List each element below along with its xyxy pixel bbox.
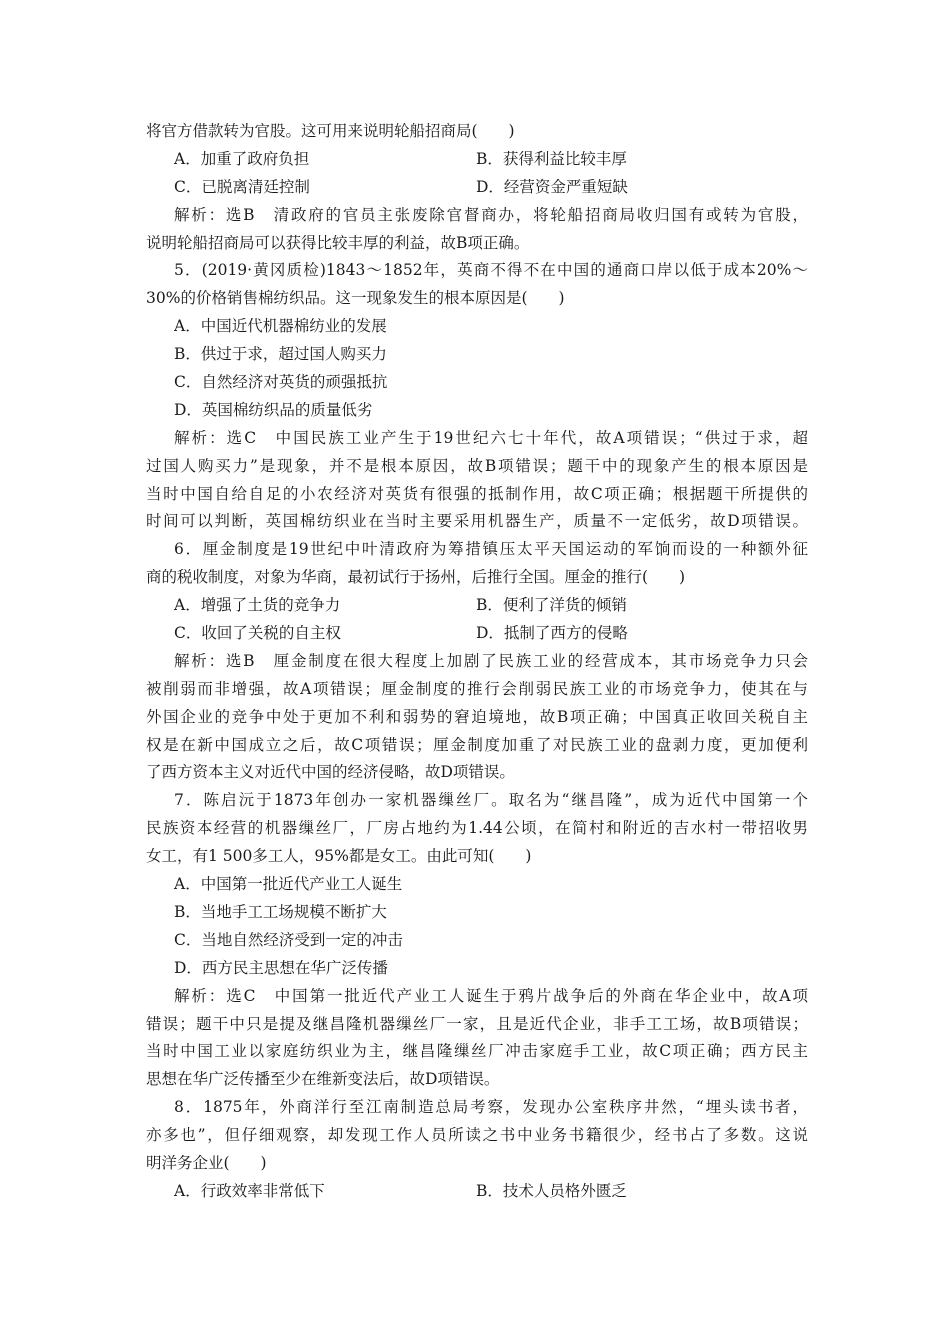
question-7-stem-line: 7．陈启沅于1873年创办一家机器缫丝厂。取名为“继昌隆”，成为近代中国第一个: [174, 791, 808, 810]
question-7-stem-line: 女工，有1 500多工人，95%都是女工。由此可知( ): [146, 847, 532, 866]
question-8-option-a: A．行政效率非常低下: [174, 1181, 325, 1200]
question-6-stem-line: 商的税收制度，对象为华商，最初试行于扬州，后推行全国。厘金的推行( ): [146, 568, 686, 587]
question-8-stem-line: 8．1875年，外商洋行至江南制造总局考察，发现办公室秩序井然，“埋头读书者，: [174, 1098, 808, 1117]
question-7-option-d: D．西方民主思想在华广泛传播: [174, 958, 388, 977]
question-5-analysis-line: 解析：选C 中国民族工业产生于19世纪六七十年代，故A项错误；“供过于求，超: [174, 428, 808, 447]
question-7-analysis-line: 错误；题干中只是提及继昌隆机器缫丝厂一家，且是近代企业，非手工工场，故B项错误；: [146, 1014, 808, 1033]
question-4-option-c: C．已脱离清廷控制: [174, 177, 310, 196]
question-8-stem-line: 明洋务企业( ): [146, 1153, 267, 1172]
question-6-options-ab: [146, 592, 808, 620]
question-6-analysis-line: 外国企业的竞争中处于更加不利和弱势的窘迫境地，故B项正确；中国真正收回关税自主: [146, 707, 808, 726]
question-6-options-cd: [146, 620, 808, 648]
question-7-stem-line: 民族资本经营的机器缫丝厂，厂房占地约为1.44公顷，在简村和附近的吉水村一带招收男: [146, 819, 808, 838]
question-5-analysis-line: 当时中国自给自足的小农经济对英货有很强的抵制作用，故C项正确；根据题干所提供的: [146, 484, 808, 503]
question-6-stem-line: 6．厘金制度是19世纪中叶清政府为筹措镇压太平天国运动的军饷而设的一种额外征: [174, 540, 808, 559]
question-5-stem-line: 5．(2019·黄冈质检)1843～1852年，英商不得不在中国的通商口岸以低于成本20%～: [174, 261, 808, 280]
question-5-analysis-line: 过国人购买力”是现象，并不是根本原因，故B项错误；题干中的现象产生的根本原因是: [146, 456, 808, 475]
question-5-option-b: B．供过于求，超过国人购买力: [174, 345, 387, 364]
question-6-analysis-line: 了西方资本主义对近代中国的经济侵略，故D项错误。: [146, 763, 515, 782]
question-6-option-b: B．便利了洋货的倾销: [476, 596, 627, 615]
question-6-option-a: A．增强了土货的竞争力: [174, 596, 341, 615]
question-4-option-a: A．加重了政府负担: [174, 149, 310, 168]
question-4-options-ab: [146, 146, 808, 174]
question-7-option-a: A．中国第一批近代产业工人诞生: [174, 875, 403, 894]
question-5-option-c: C．自然经济对英货的顽强抵抗: [174, 373, 388, 392]
question-8-options-ab: [146, 1178, 808, 1206]
question-4-analysis-line: 说明轮船招商局可以获得比较丰厚的利益，故B项正确。: [146, 233, 530, 252]
question-7-analysis-line: 当时中国工业以家庭纺织业为主，继昌隆缫丝厂冲击家庭手工业，故C项正确；西方民主: [146, 1042, 808, 1061]
question-7-option-c: C．当地自然经济受到一定的冲击: [174, 930, 403, 949]
question-4-stem-tail: 将官方借款转为官股。这可用来说明轮船招商局( ): [146, 122, 515, 140]
question-6-option-c: C．收回了关税的自主权: [174, 624, 341, 643]
question-5-option-d: D．英国棉纺织品的质量低劣: [174, 400, 373, 419]
question-5-stem-line: 30%的价格销售棉纺织品。这一现象发生的根本原因是( ): [146, 289, 565, 308]
question-4-analysis-line: 解析：选B 清政府的官员主张废除官督商办，将轮船招商局收归国有或转为官股，: [174, 205, 808, 224]
question-6-analysis-line: 被削弱而非增强，故A项错误；厘金制度的推行会削弱民族工业的市场竞争力，使其在与: [146, 679, 808, 698]
question-6-analysis-line: 权是在新中国成立之后，故C项错误；厘金制度加重了对民族工业的盘剥力度，更加便利: [146, 735, 808, 754]
document-page: [146, 118, 808, 1206]
question-4-option-b: B．获得利益比较丰厚: [476, 149, 627, 168]
question-5-option-a: A．中国近代机器棉纺业的发展: [174, 317, 387, 336]
question-5-analysis-line: 时间可以判断，英国棉纺织业在当时主要采用机器生产，质量不一定低劣，故D项错误。: [146, 512, 808, 531]
question-4-options-cd: [146, 174, 808, 202]
question-8-option-b: B．技术人员格外匮乏: [476, 1181, 627, 1200]
question-8-stem-line: 亦多也”，但仔细观察，却发现工作人员所读之书中业务书籍很少，经书占了多数。这说: [146, 1126, 808, 1145]
question-7-analysis-line: 思想在华广泛传播至少在维新变法后，故D项错误。: [146, 1070, 500, 1089]
question-6-option-d: D．抵制了西方的侵略: [476, 624, 628, 643]
question-4-option-d: D．经营资金严重短缺: [476, 177, 628, 196]
question-7-analysis-line: 解析：选C 中国第一批近代产业工人诞生于鸦片战争后的外商在华企业中，故A项: [174, 986, 808, 1005]
question-7-option-b: B．当地手工工场规模不断扩大: [174, 902, 387, 921]
question-6-analysis-line: 解析：选B 厘金制度在很大程度上加剧了民族工业的经营成本，其市场竞争力只会: [174, 651, 808, 670]
